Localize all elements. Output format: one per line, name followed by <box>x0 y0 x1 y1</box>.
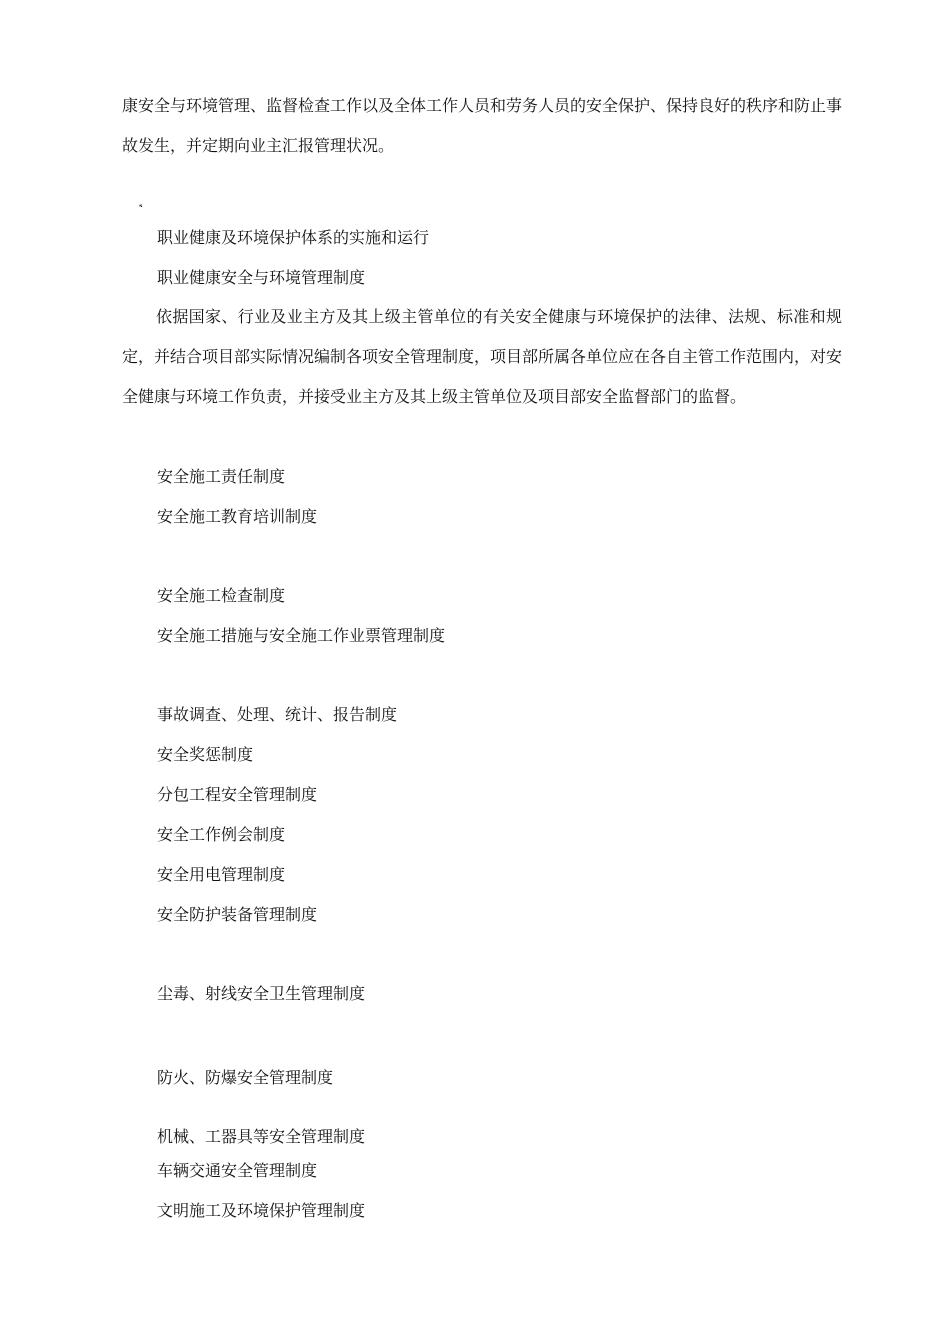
list-item: 车辆交通安全管理制度 <box>157 1161 318 1180</box>
list-item: 安全工作例会制度 <box>157 825 286 844</box>
body-paragraph: 依据国家、行业及业主方及其上级主管单位的有关安全健康与环境保护的法律、法规、标准和规定，并结合项目部实际情况编制各项安全管理制度，项目部所属各单位应在各自主管工作范围内，对安全健康与环境工作负责，并接受业主方及其上级主管单位及项目部安全监督部门的监督。 <box>122 307 843 406</box>
list-item: 安全施工教育培训制度 <box>157 507 318 526</box>
stray-mark: ˢ <box>139 203 143 213</box>
list-item: 安全施工检查制度 <box>157 586 286 605</box>
list-item: 安全施工措施与安全施工作业票管理制度 <box>157 626 446 645</box>
list-item: 安全用电管理制度 <box>157 865 286 884</box>
list-item: 事故调查、处理、统计、报告制度 <box>157 705 398 724</box>
list-item: 安全防护装备管理制度 <box>157 905 318 924</box>
list-item: 机械、工器具等安全管理制度 <box>157 1127 366 1146</box>
list-item: 文明施工及环境保护管理制度 <box>157 1201 366 1220</box>
list-item: 防火、防爆安全管理制度 <box>157 1068 334 1087</box>
list-item: 安全奖惩制度 <box>157 745 254 764</box>
intro-paragraph: 康安全与环境管理、监督检查工作以及全体工作人员和劳务人员的安全保护、保持良好的秩序和防止事故发生，并定期向业主汇报管理状况。 <box>122 96 843 155</box>
heading-system: 职业健康安全与环境管理制度 <box>157 268 366 287</box>
list-item: 尘毒、射线安全卫生管理制度 <box>157 984 366 1003</box>
list-item: 分包工程安全管理制度 <box>157 785 318 804</box>
list-item: 安全施工责任制度 <box>157 467 286 486</box>
heading-implementation: 职业健康及环境保护体系的实施和运行 <box>157 228 430 247</box>
